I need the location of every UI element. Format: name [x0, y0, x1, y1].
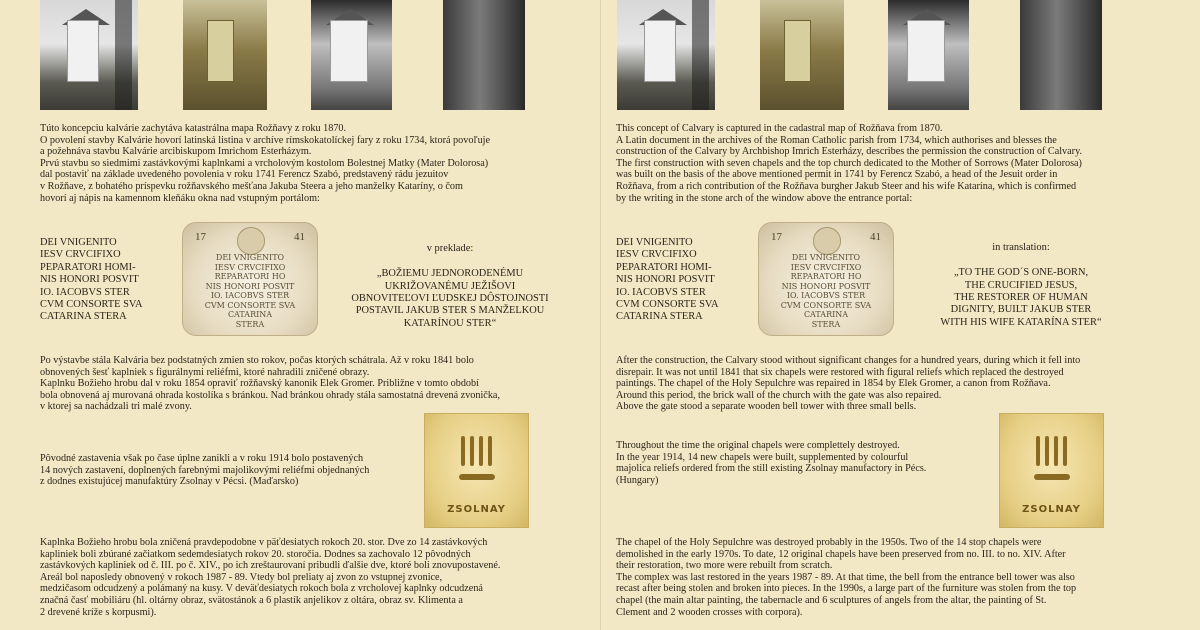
historic-photo-sepia-chapel — [183, 0, 267, 110]
translation-text: „TO THE GOD´S ONE-BORN, THE CRUCIFIED JESUS, THE RESTORER OF HUMAN DIGNITY, BUILT JAKUB STER WITH HIS WIFE KATARÍNA STER“ — [940, 267, 1102, 328]
translation-heading: v preklade: — [426, 243, 474, 255]
chapels-1914-paragraph: Pôvodné zastavenia však po čase úplne zanikli a v roku 1914 bolo postavených 14 nových zastavení, doplnených farebnými majolikovými reliéfmi objednaných z dodnes existujúcej manufaktúry Zsolnay v Pécsi. (Maďarsko) — [40, 453, 370, 488]
latin-inscription: DEI VNIGENITO IESV CRVCIFIXO PEPARATORI HOMI- NIS HONORI POSVIT IO. IACOBVS STER CVM CONSORTE SVA CATARINA STERA — [40, 237, 143, 323]
stone-plaque-image — [758, 222, 894, 336]
chapels-1914-paragraph: Throughout the time the original chapels were complettely destroyed. In the year 1914, 14 new chapels were built, supplemented by colourful majolica reliefs ordered from the still existing Zsolnay manufactory in Pécs. (Hungary) — [616, 440, 927, 486]
zsolnay-towers-icon — [1034, 436, 1070, 476]
plaque-crest-icon — [237, 227, 266, 255]
plaque-carved-text: DEI VNIGENITO IESV CRVCIFIXO REPARATORI HO NIS HONORI POSVIT IO. IACOBVS STER CVM CONSORTE SVA CATARINA STERA — [780, 253, 872, 329]
historic-photo-chapel-front — [311, 0, 392, 110]
plaque-year-right: 41 — [870, 231, 881, 243]
photo-chapel-building — [67, 20, 98, 83]
intro-paragraph: Túto koncepciu kalvárie zachytáva katastrálna mapa Rožňavy z roku 1870. O povolení stavby Kalvárie hovorí latinská listina v archíve rímskokatolíckej fary z roku 1734, ktorá povoľuje a požehnáva stavbu Kalvárie arcibiskupom Imrichom Esterházym. Prvú stavbu so siedmimi zastávkovými kaplnkami a vrcholovým kostolom Bolestnej Matky (Mater Dolorosa) dal postaviť na základe uvedeného povolenia v roku 1741 Ferencz Szabó, predstavený rádu jezuitov v Rožňave, z bohatého príspevku rožňavského mešťana Jakuba Steera a jeho manželky Kataríny, o čom hovorí aj nápis na kamennom kleňáku okna nad vstupným portálom: — [40, 123, 491, 204]
english-board — [600, 0, 1200, 630]
translation-block — [906, 230, 1136, 342]
recent-history-paragraph: The chapel of the Holy Sepulchre was destroyed probably in the 1950s. Two of the 14 stop chapels were demolished in the early 1970s. To date, 12 original chapels have been preserved from no. III. to no. XIV. After their restoration, two more were rebuilt from scratch. The complex was last restored in the years 1987 - 89. At that time, the bell from the entrance bell tower was also recast after being stolen and broken into pieces. In the 1990s, a large part of the furniture was stolen from the top chapel (the main altar painting, the tabernacle and 6 sculptures of angels from the altar, the painting of St. Clement and 2 wooden crosses with corpora). — [616, 537, 1077, 618]
zsolnay-mark-text: ZSOLNAY — [1022, 504, 1081, 515]
intro-paragraph: This concept of Calvary is captured in the cadastral map of Rožňava from 1870. A Latin document in the archives of the Roman Catholic parish from 1734, which authorises and blesses the construction of the Calvary by Archbishop Imrich Esterházy, describes the permission the construction of Calvary. The first construction with seven chapels and the top church dedicated to the Mother of Sorrows (Mater Dolorosa) was built on the basis of the above mentioned permit in 1741 by Ferencz Szabó, a head of the Jesuit order in Rožňava, from a rich contribution of the Rožňava burgher Jakub Steer and his wife Katarína, which is confirmed by the writing in the stone arch of the window above the entrance portal: — [616, 123, 1083, 204]
historic-photo-church-wall — [1020, 0, 1102, 110]
translation-heading: in translation: — [992, 242, 1050, 254]
zsolnay-mark-text: ZSOLNAY — [447, 504, 506, 515]
photo-chapel-building — [644, 20, 675, 83]
recent-history-paragraph: Kaplnka Božieho hrobu bola zničená pravdepodobne v päťdesiatych rokoch 20. stor. Dve zo 14 zastávkových kapliniek boli zbúrané začiatkom sedemdesiatych rokov 20. storočia. Dodnes sa zachovalo 12 pôvodných zastávkových kapliniek od č. III. po č. XIV., po ich zreštaurovaní pribudli ďalšie dve, ktoré boli znovupostavené. Areál bol naposledy obnovený v rokoch 1987 - 89. Vtedy bol preliaty aj zvon zo vstupnej zvonice, medzičasom odcudzený a polámaný na kusy. V deväťdesiatych rokoch bola z vrcholovej kaplnky odcudzená značná časť mobiliáru (hl. oltárny obraz, svätostánok a 6 plastík anjelikov z oltára, obraz sv. Klimenta a 2 drevené kríže s korpusmi). — [40, 537, 501, 618]
plaque-carved-text: DEI VNIGENITO IESV CRVCIFIXO REPARATORI HO NIS HONORI POSVIT IO. IACOBVS STER CVM CONSORTE SVA CATARINA STERA — [204, 253, 296, 329]
stone-plaque-image — [182, 222, 318, 336]
historic-photo-sepia-chapel — [760, 0, 844, 110]
photo-chapel-building — [207, 20, 234, 83]
historic-photo-chapel-snow — [40, 0, 138, 110]
photo-chapel-building — [784, 20, 811, 83]
photo-chapel-building — [330, 20, 368, 83]
photo-tree — [692, 0, 710, 110]
photo-tree — [115, 0, 133, 110]
zsolnay-mark-image — [424, 413, 529, 528]
plaque-crest-icon — [813, 227, 842, 255]
historic-photo-chapel-front — [888, 0, 969, 110]
zsolnay-towers-icon — [459, 436, 495, 476]
history-paragraph: After the construction, the Calvary stood without significant changes for a hundred years, during which it fell into disrepair. It was not until 1841 that six chapels were restored with figural reliefs which replaced the destroyed paintings. The chapel of the Holy Sepulchre was repaired in 1854 by Elek Gromer, a canon from Rožňava. Around this period, the brick wall of the church with the gate was also repaired. Above the gate stood a separate wooden bell tower with three small bells. — [616, 355, 1081, 413]
history-paragraph: Po výstavbe stála Kalvária bez podstatných zmien sto rokov, počas ktorých schátrala. Až v roku 1841 bolo obnovených šesť kaplniek s figurálnymi reliéfmi, ktoré nahradili zničené obrazy. Kaplnku Božieho hrobu dal v roku 1854 opraviť rožňavský kanonik Elek Gromer. Približne v tomto období bola obnovená aj murovaná ohrada kostolíka s bránkou. Nad bránkou ohrady stála samostatná drevená zvonička, v ktorej sa nachádzali tri malé zvony. — [40, 355, 500, 413]
plaque-year-left: 17 — [771, 231, 782, 243]
photo-chapel-building — [907, 20, 945, 83]
translation-block — [330, 231, 570, 343]
historic-photo-chapel-snow — [617, 0, 715, 110]
plaque-year-right: 41 — [294, 231, 305, 243]
historic-photo-church-wall — [443, 0, 525, 110]
plaque-year-left: 17 — [195, 231, 206, 243]
latin-inscription: DEI VNIGENITO IESV CRVCIFIXO PEPARATORI HOMI- NIS HONORI POSVIT IO. IACOBVS STER CVM CONSORTE SVA CATARINA STERA — [616, 237, 719, 323]
translation-text: „BOŽIEMU JEDNORODENÉMU UKRIŽOVANÉMU JEŽIŠOVI OBNOVITEĽOVI ĽUDSKEJ DÔSTOJNOSTI POSTAVIL JAKUB STER S MANŽELKOU KATARÍNOU STER“ — [351, 268, 549, 329]
zsolnay-mark-image — [999, 413, 1104, 528]
